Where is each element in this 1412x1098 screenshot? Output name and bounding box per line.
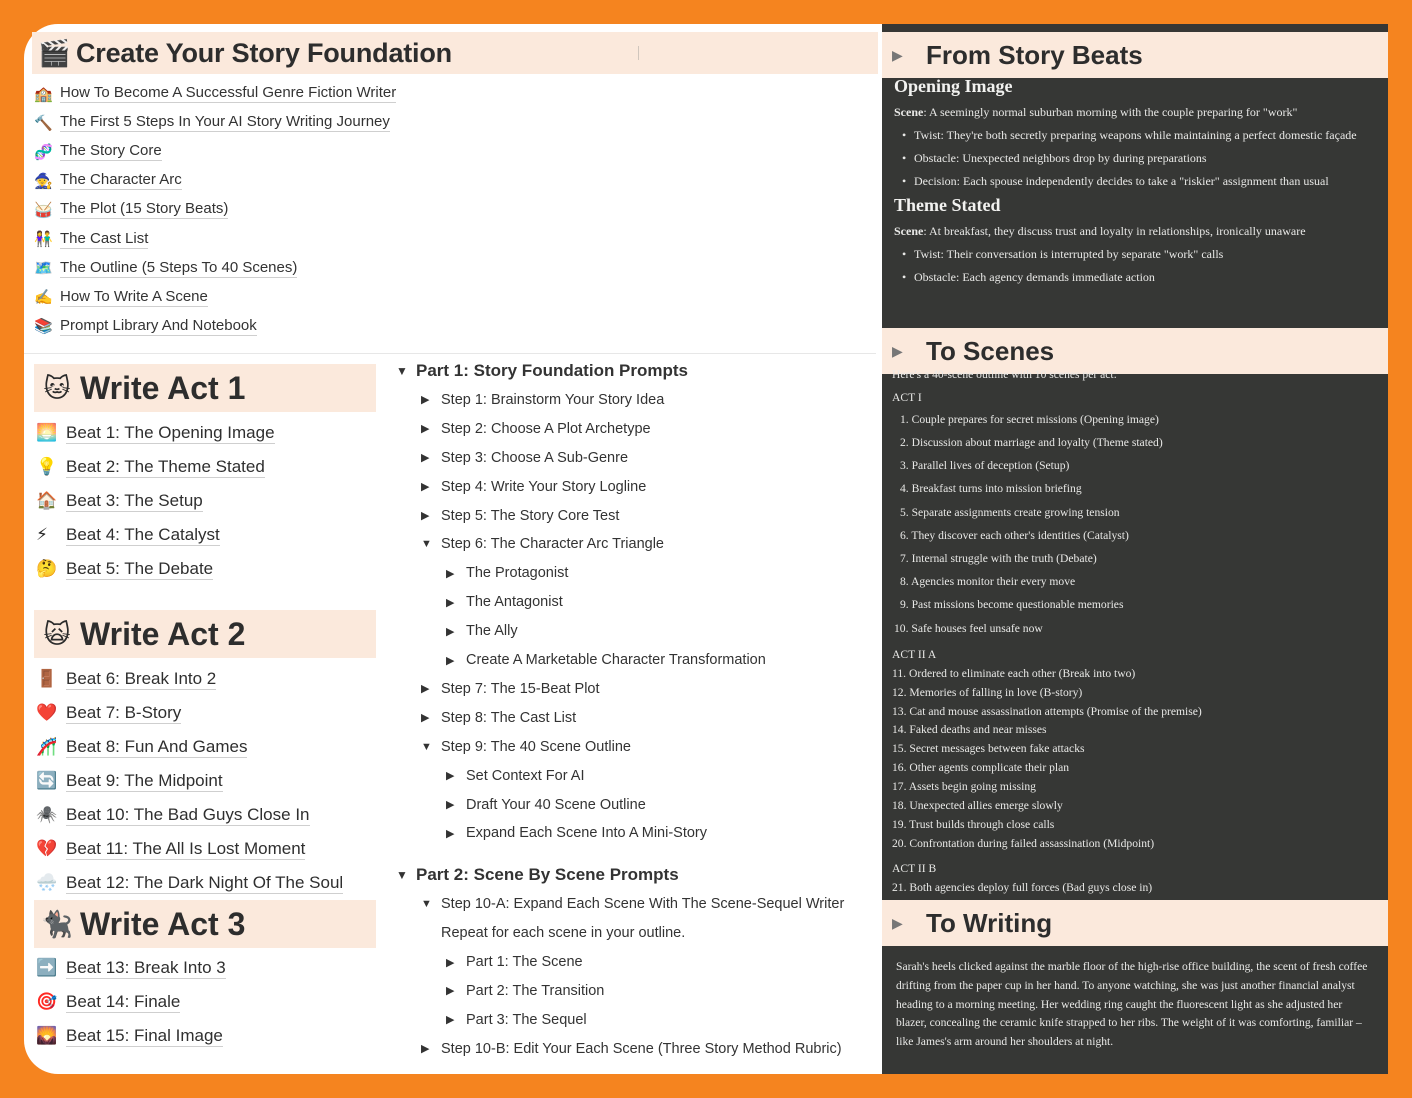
page-link[interactable]	[34, 312, 396, 341]
foundation-link-list	[34, 79, 396, 341]
prompt-label: Part 2: The Transition	[466, 982, 605, 999]
scene-item: 2. Discussion about marriage and loyalty (Theme stated)	[900, 436, 1163, 450]
writing-content	[882, 954, 1388, 1074]
cursor-divider	[638, 46, 639, 60]
prompt-toggle[interactable]	[446, 950, 583, 974]
prompt-label: Step 6: The Character Arc Triangle	[441, 536, 664, 553]
page-icon: 🧬	[34, 143, 53, 161]
beat-link[interactable]	[36, 951, 226, 985]
beat-link-label[interactable]: Beat 11: The All Is Lost Moment	[66, 839, 306, 858]
prompt-label: Step 4: Write Your Story Logline	[441, 478, 647, 495]
beat-link[interactable]	[36, 730, 343, 764]
prompt-toggle[interactable]	[446, 1008, 587, 1032]
beat-link[interactable]	[36, 764, 343, 798]
page-icon: ✍️	[34, 289, 53, 307]
page-title: Create Your Story Foundation	[76, 37, 452, 68]
prompt-toggle[interactable]	[421, 532, 664, 556]
scene-item: 19. Trust builds through close calls	[892, 818, 1055, 831]
act3-beat-list	[36, 951, 226, 1053]
triangle-right-icon: ▶	[446, 567, 455, 580]
triangle-down-icon: ▼	[421, 740, 432, 753]
scene-act-label: ACT II B	[892, 861, 937, 875]
beat-link[interactable]	[36, 416, 275, 450]
prompt-label: Create A Marketable Character Transformation	[466, 652, 766, 668]
prompt-toggle[interactable]	[421, 417, 651, 441]
prompt-toggle[interactable]	[446, 590, 563, 614]
scenes-content	[882, 368, 1388, 898]
prompt-label: Part 1: Story Foundation Prompts	[416, 361, 689, 380]
page-link-label[interactable]: How To Write A Scene	[60, 287, 208, 305]
beat-bullets	[894, 245, 1376, 287]
page-link[interactable]	[34, 224, 396, 253]
page-link-label[interactable]: Prompt Library And Notebook	[60, 316, 257, 334]
prompt-toggle	[441, 921, 685, 945]
page-link-label[interactable]: The Outline (5 Steps To 40 Scenes)	[60, 258, 298, 276]
beat-link-label[interactable]: Beat 7: B-Story	[66, 703, 182, 722]
scene-text: At breakfast, they discuss trust and loyalty in relationships, ironically unaware	[929, 224, 1306, 238]
triangle-right-icon: ▶	[421, 423, 430, 436]
triangle-right-icon: ▶	[446, 770, 455, 783]
prompt-part-toggle[interactable]	[396, 863, 679, 887]
triangle-right-icon: ▶	[421, 394, 430, 407]
prompt-part-toggle[interactable]	[396, 359, 688, 383]
triangle-right-icon: ▶	[446, 985, 455, 998]
scene-act-label: ACT I	[892, 390, 922, 404]
scene-label: Scene	[894, 224, 924, 238]
beat-link[interactable]	[36, 450, 275, 484]
act1-header	[34, 364, 376, 412]
page-icon: 🔨	[34, 114, 53, 132]
beat-icon: 🎢	[36, 737, 58, 756]
triangle-right-icon: ▶	[892, 46, 903, 63]
page-icon: 👫	[34, 231, 53, 249]
prompt-toggle[interactable]	[446, 764, 584, 788]
triangle-down-icon: ▼	[396, 364, 408, 378]
page-link-label[interactable]: How To Become A Successful Genre Fiction Writer	[60, 84, 397, 102]
beat-icon: ➡️	[36, 958, 58, 977]
cat-icon: 🐱	[43, 372, 71, 403]
triangle-right-icon: ▶	[892, 914, 903, 931]
story-beats-content	[882, 72, 1388, 328]
act1-title: Write Act 1	[80, 369, 246, 406]
act2-header	[34, 610, 376, 658]
scene-item: 5. Separate assignments create growing tension	[900, 505, 1120, 519]
beat-link-label[interactable]: Beat 5: The Debate	[66, 559, 214, 578]
prompt-label: Part 1: The Scene	[466, 954, 583, 970]
beat-scene: Scene: At breakfast, they discuss trust and loyalty in relationships, ironically unaware	[894, 224, 1306, 238]
prompt-label: Draft Your 40 Scene Outline	[466, 796, 646, 813]
triangle-right-icon: ▶	[421, 452, 430, 465]
scene-item: 17. Assets begin going missing	[892, 780, 1036, 794]
scene-item: 6. They discover each other's identities (Catalyst)	[900, 528, 1129, 542]
scene-item: 3. Parallel lives of deception (Setup)	[900, 459, 1070, 473]
beat-link[interactable]	[36, 832, 343, 866]
scene-item: 10. Safe houses feel unsafe now	[894, 621, 1043, 635]
prompt-toggle[interactable]	[446, 648, 766, 672]
prompt-label: Step 2: Choose A Plot Archetype	[441, 420, 651, 437]
scream-cat-icon: 🙀	[43, 618, 71, 649]
prompt-toggle[interactable]	[446, 561, 568, 585]
page-link[interactable]	[34, 195, 396, 224]
beat-icon: 🎯	[36, 992, 58, 1011]
beat-icon: 🚪	[36, 669, 58, 688]
beat-icon: 💔	[36, 839, 58, 858]
scene-item: 7. Internal struggle with the truth (Debate)	[900, 552, 1097, 566]
scene-text: A seemingly normal suburban morning with the couple preparing for "work"	[929, 105, 1298, 119]
prompt-label: Step 10-A: Expand Each Scene With The Scene-Sequel Writer	[441, 896, 845, 913]
scene-item: 21. Both agencies deploy full forces (Bad guys close in)	[892, 880, 1153, 894]
page-icon: 🗺️	[34, 260, 53, 278]
beat-icon: 🌨️	[36, 873, 58, 892]
prompt-toggle[interactable]	[446, 979, 604, 1003]
scene-item: 14. Faked deaths and near misses	[892, 723, 1047, 737]
prompt-label: Part 2: Scene By Scene Prompts	[416, 865, 679, 885]
scene-intro-line: Here's a 40-scene outline with 10 scenes per act:	[892, 368, 1117, 381]
page-icon: 📚	[34, 318, 53, 336]
prompt-toggle[interactable]	[446, 821, 707, 845]
beat-link-label[interactable]: Beat 2: The Theme Stated	[66, 457, 265, 476]
scene-item: 8. Agencies monitor their every move	[900, 575, 1076, 589]
triangle-right-icon: ▶	[446, 799, 455, 811]
writing-title: To Writing	[926, 907, 1053, 938]
scene-item: 20. Confrontation during failed assassination (Midpoint)	[892, 836, 1155, 850]
page-link[interactable]	[34, 283, 396, 312]
beat-bullet: • Obstacle: Each agency demands immediate action	[894, 268, 1376, 287]
beat-bullets	[894, 126, 1376, 191]
beat-link-label[interactable]: Beat 1: The Opening Image	[66, 423, 275, 442]
beat-link-label[interactable]: Beat 14: Finale	[66, 992, 181, 1011]
beat-link-label[interactable]: Beat 13: Break Into 3	[66, 958, 226, 977]
writing-text: Sarah's heels clicked against the marble floor of the high-rise office building, the scent of fresh coffee drifting from the paper cup in her hand. To anyone watching, she was just another financial analyst heading to a morning meeting. Her wedding ring caught the fluorescent light as she adjusted her blazer, concealing the ceramic knife strapped to her ribs. The weight of it was comforting, familiar – like James's arm around her shoulders at night.	[896, 960, 1368, 1049]
scene-item: 18. Unexpected allies emerge slowly	[892, 799, 1063, 813]
prompt-label: Step 8: The Cast List	[441, 709, 577, 726]
beat-link[interactable]	[36, 985, 226, 1019]
scenes-title: To Scenes	[926, 335, 1055, 366]
page-link-label[interactable]: The Cast List	[60, 229, 149, 247]
act3-title: Write Act 3	[80, 905, 246, 942]
triangle-right-icon: ▶	[421, 1043, 430, 1056]
page-link-label[interactable]: The First 5 Steps In Your AI Story Writing Journey	[60, 113, 390, 131]
page-link[interactable]	[34, 166, 396, 195]
prompt-toggle[interactable]	[421, 388, 664, 412]
beat-heading: Opening Image	[894, 76, 1013, 96]
triangle-right-icon: ▶	[446, 625, 455, 638]
beat-link-label[interactable]: Beat 15: Final Image	[66, 1026, 223, 1045]
scene-item: 1. Couple prepares for secret missions (Opening image)	[900, 412, 1159, 426]
triangle-right-icon: ▶	[421, 712, 430, 725]
scene-act-label: ACT II A	[892, 647, 937, 661]
beat-heading: Theme Stated	[894, 195, 1001, 215]
prompt-toggle[interactable]	[421, 504, 619, 528]
beat-link[interactable]	[36, 518, 275, 552]
beat-link-label[interactable]: Beat 6: Break Into 2	[66, 669, 217, 688]
act1-beat-list	[36, 416, 275, 586]
prompt-label: The Antagonist	[466, 594, 563, 611]
beat-link[interactable]	[36, 484, 275, 518]
prompt-label: Step 9: The 40 Scene Outline	[441, 738, 631, 755]
prompt-toggle[interactable]	[446, 619, 518, 643]
prompt-label: Part 3: The Sequel	[466, 1011, 587, 1028]
page-icon: 🥁	[34, 201, 53, 219]
beat-link[interactable]	[36, 662, 343, 696]
beat-icon: ❤️	[36, 703, 58, 722]
act3-header	[34, 900, 376, 948]
prompt-toggle[interactable]	[421, 735, 631, 759]
story-beats-title: From Story Beats	[926, 39, 1143, 70]
beat-link-label[interactable]: Beat 12: The Dark Night Of The Soul	[66, 873, 344, 892]
page-link-label[interactable]: The Story Core	[60, 142, 162, 160]
beat-link[interactable]	[36, 866, 343, 900]
prompt-toggle[interactable]	[421, 1037, 842, 1061]
triangle-down-icon: ▼	[421, 898, 432, 911]
beat-link[interactable]	[36, 696, 343, 730]
page-icon: 🏫	[34, 85, 53, 103]
scene-item: 11. Ordered to eliminate each other (Break into two)	[892, 666, 1136, 680]
scene-item: 9. Past missions become questionable memories	[900, 598, 1124, 612]
page-icon: 🧙	[34, 172, 53, 190]
beat-icon: 🌄	[36, 1026, 58, 1045]
triangle-right-icon: ▶	[892, 342, 903, 359]
page-link[interactable]	[34, 137, 396, 166]
triangle-right-icon: ▶	[421, 481, 430, 494]
beat-icon: 🤔	[36, 559, 58, 578]
prompt-label: Step 10-B: Edit Your Each Scene (Three Story Method Rubric)	[441, 1040, 842, 1057]
scene-item: 4. Breakfast turns into mission briefing	[900, 482, 1082, 496]
page-link[interactable]	[34, 108, 396, 137]
triangle-right-icon: ▶	[421, 510, 430, 522]
beat-link-label[interactable]: Beat 9: The Midpoint	[66, 771, 223, 790]
page-link[interactable]	[34, 254, 396, 283]
prompt-toggle[interactable]	[421, 677, 600, 701]
triangle-right-icon: ▶	[446, 827, 455, 840]
triangle-right-icon: ▶	[446, 596, 455, 609]
prompt-label: Step 3: Choose A Sub-Genre	[441, 449, 629, 466]
beat-icon: 🔄	[36, 771, 58, 790]
prompt-toggle[interactable]	[421, 706, 576, 730]
prompt-toggle[interactable]	[421, 892, 844, 916]
triangle-down-icon: ▼	[421, 538, 432, 551]
page-link-label[interactable]: The Plot (15 Story Beats)	[60, 200, 229, 218]
prompt-label: Set Context For AI	[466, 767, 585, 784]
prompt-label: The Ally	[466, 623, 518, 640]
beat-link[interactable]	[36, 798, 343, 832]
page-link[interactable]	[34, 79, 396, 108]
beat-bullet: • Decision: Each spouse independently decides to take a "riskier" assignment than usual	[894, 172, 1376, 191]
beat-bullet: • Twist: Their conversation is interrupted by separate "work" calls	[894, 245, 1376, 264]
prompt-toggle[interactable]	[421, 446, 628, 470]
foundation-header	[32, 32, 878, 74]
triangle-right-icon: ▶	[446, 654, 455, 667]
prompt-label: Step 7: The 15-Beat Plot	[441, 680, 600, 697]
beat-link-label[interactable]: Beat 10: The Bad Guys Close In	[66, 805, 310, 824]
black-cat-icon: 🐈‍⬛	[40, 908, 74, 939]
scene-item: 12. Memories of falling in love (B-story)	[892, 685, 1083, 699]
triangle-right-icon: ▶	[446, 1014, 455, 1027]
beat-icon: 🕷️	[36, 805, 58, 824]
beat-link[interactable]	[36, 552, 275, 586]
page-link-label[interactable]: The Character Arc	[60, 171, 182, 189]
beat-bullet: • Twist: They're both secretly preparing weapons while maintaining a perfect domestic façade	[894, 126, 1376, 145]
scene-item: 15. Secret messages between fake attacks	[892, 742, 1085, 756]
prompt-label: Step 5: The Story Core Test	[441, 507, 620, 524]
prompt-label: Repeat for each scene in your outline.	[441, 925, 686, 942]
beat-link-label[interactable]: Beat 8: Fun And Games	[66, 737, 248, 756]
beat-icon: 🏠	[36, 491, 58, 510]
triangle-right-icon: ▶	[446, 956, 455, 969]
beat-scene: Scene: A seemingly normal suburban morning with the couple preparing for "work"	[894, 105, 1298, 119]
triangle-right-icon: ▶	[421, 683, 430, 696]
beat-icon: ⚡	[36, 525, 48, 544]
prompt-label: Expand Each Scene Into A Mini-Story	[466, 825, 707, 842]
prompt-label: Step 1: Brainstorm Your Story Idea	[441, 391, 665, 408]
act2-beat-list	[36, 662, 343, 900]
workspace-card	[24, 24, 1388, 1074]
prompt-toggle[interactable]	[446, 793, 646, 817]
section-divider	[24, 353, 876, 354]
scene-item: 16. Other agents complicate their plan	[892, 761, 1070, 775]
scene-item: 13. Cat and mouse assassination attempts (Promise of the premise)	[892, 704, 1202, 718]
triangle-down-icon: ▼	[396, 868, 408, 883]
beat-link-label[interactable]: Beat 4: The Catalyst	[66, 525, 220, 544]
prompt-label: The Protagonist	[466, 565, 569, 582]
beat-bullet: • Obstacle: Unexpected neighbors drop by during preparations	[894, 149, 1376, 168]
act2-title: Write Act 2	[80, 615, 246, 652]
prompt-toggle[interactable]	[421, 475, 646, 499]
beat-icon: 💡	[36, 457, 58, 476]
writing-toggle[interactable]	[882, 900, 1388, 946]
scene-label: Scene	[894, 105, 924, 119]
beat-icon: 🌅	[36, 423, 58, 442]
beat-link-label[interactable]: Beat 3: The Setup	[66, 491, 203, 510]
beat-link[interactable]	[36, 1019, 226, 1053]
clapperboard-icon: 🎬	[38, 37, 71, 68]
